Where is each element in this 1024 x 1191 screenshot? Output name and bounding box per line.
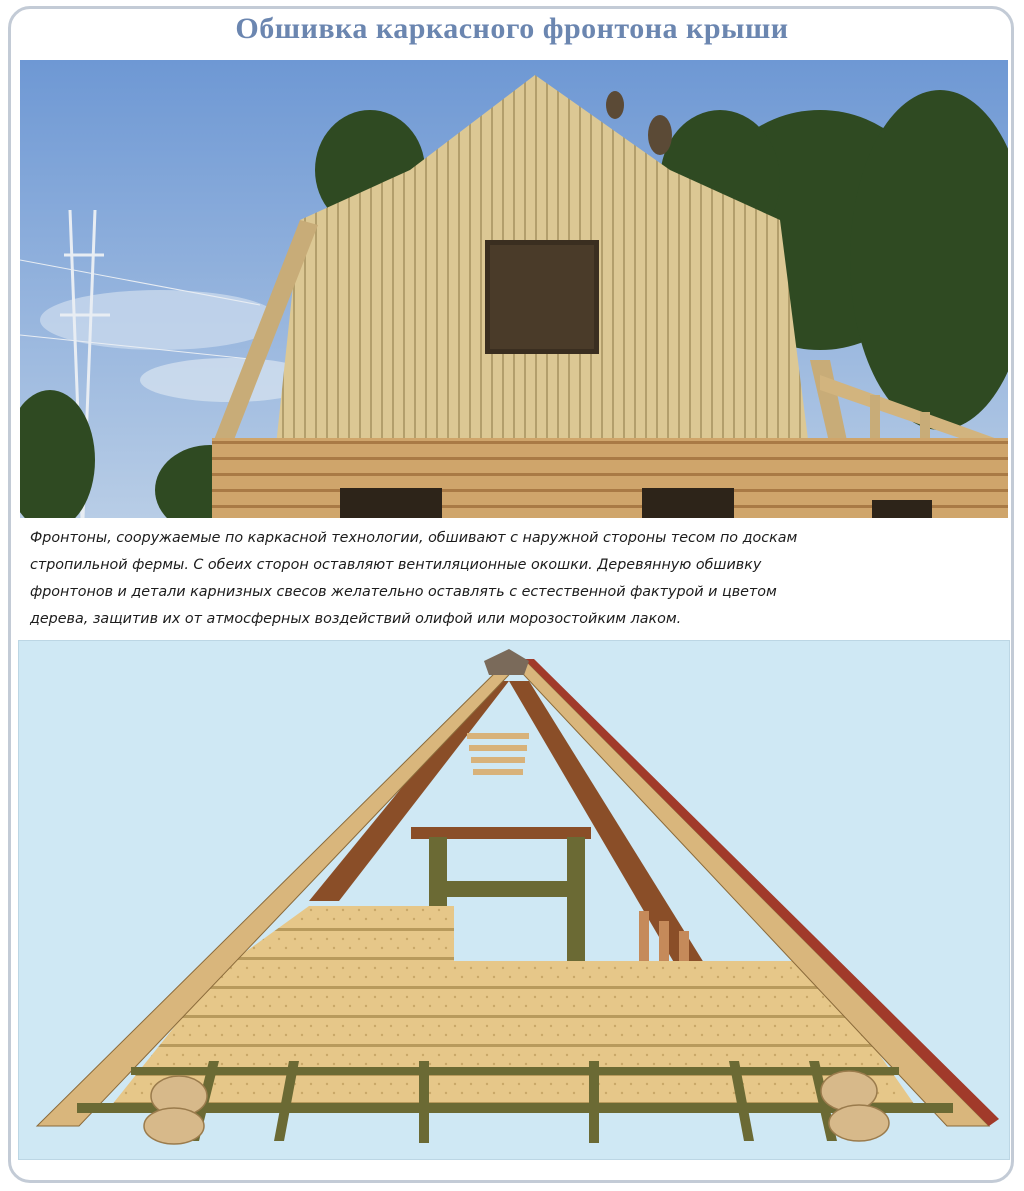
- gable-frame-drawing: [19, 641, 1010, 1160]
- description-text: [30, 525, 990, 633]
- caption-line: дерева, защитив их от атмосферных воздействий олифой или морозостойким лаком.: [30, 611, 682, 627]
- caption-line: Фронтоны, сооружаемые по каркасной технологии, обшивают с наружной стороны тесом по доскам: [30, 530, 798, 546]
- gable-photo: [20, 60, 1008, 518]
- gable-frame-illustration: [18, 640, 1010, 1160]
- caption-line: фронтонов и детали карнизных свесов желательно оставлять с естественной фактурой и цветом: [30, 584, 777, 600]
- page-title: Обшивка каркасного фронтона крыши: [235, 12, 789, 45]
- caption-line: стропильной фермы. С обеих сторон оставляют вентиляционные окошки. Деревянную обшивку: [30, 557, 762, 573]
- gable-photo-drawing: [20, 60, 1008, 518]
